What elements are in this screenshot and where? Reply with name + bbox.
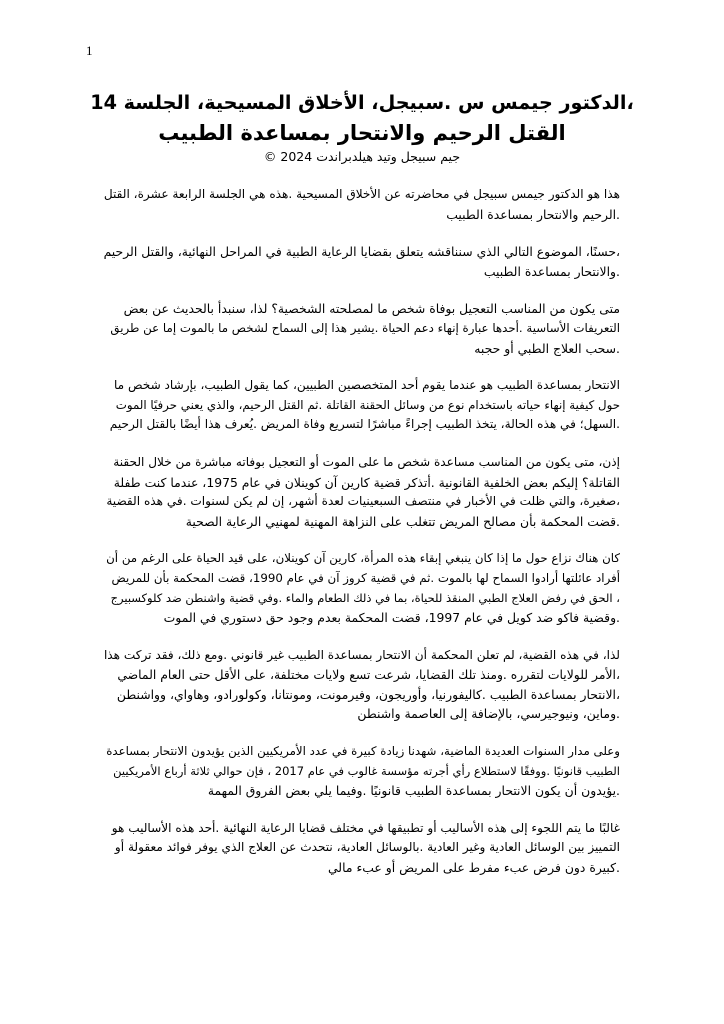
body-paragraph: [104, 549, 620, 627]
page-number: 1: [86, 43, 93, 58]
paragraph-line: غالبًا ما يتم اللجوء إلى هذه الأساليب أو تطبيقها في مختلف قضايا الرعاية النهائية .أحد هذه الأساليب هو: [111, 820, 620, 835]
paragraph-line: وعلى مدار السنوات العديدة الماضية، شهدنا زيادة كبيرة في عدد الأمريكيين الذين يؤيدون الانتحار بمساعدة: [106, 744, 620, 759]
paragraph-line: ،الأمر للولايات لتقرره .ومنذ تلك القضايا، شرعت تسع ولايات مختلفة، على الأقل حتى العام الماضي: [117, 667, 620, 683]
paragraph-line: .يؤيدون أن يكون الانتحار بمساعدة الطبيب قانونيًا .وفيما يلي بعض الفروق المهمة: [207, 783, 620, 799]
body-paragraph: [104, 299, 620, 358]
paragraph-line: حول كيفية إنهاء حياته باستخدام نوع من وسائل الحقنة القاتلة .ثم القتل الرحيم، والذي يعني حرفيًا الموت: [115, 397, 620, 412]
body-paragraph: [104, 742, 620, 801]
paragraph-line: .والانتحار بمساعدة الطبيب: [483, 263, 620, 279]
paragraph-line: ، الحق في رفض العلاج الطبي المنقذ للحياة، بما في ذلك الطعام والماء .وفي قضية واشنطن ضد كلوكسبيرج: [110, 590, 620, 605]
body-paragraph: [104, 453, 620, 531]
paragraph-line: هذا هو الدكتور جيمس سبيجل في محاضرته عن الأخلاق المسيحية .هذه هي الجلسة الرابعة عشرة، القتل: [103, 187, 620, 201]
paragraph-line: .وماين، ونيوجيرسي، بالإضافة إلى العاصمة واشنطن: [357, 706, 620, 722]
paragraph-line: .كبيرة دون فرض عبء مفرط على المريض أو عبء مالي: [327, 860, 620, 876]
paragraph-line: .السهل؛ في هذه الحالة، يتخذ الطبيب إجراءً مباشرًا لتسريع وفاة المريض .يُعرف هذا أيضًا بالقتل الرحيم: [109, 417, 620, 432]
paragraph-line: .سحب العلاج الطبي أو حجبه: [474, 340, 620, 356]
paragraph-line: .الرحيم والانتحار بمساعدة الطبيب: [446, 206, 620, 222]
paragraph-line: ،الانتحار بمساعدة الطبيب .كاليفورنيا، وأوريجون، وفيرمونت، ومونتانا، وكولورادو، وهاواي، وواشنطن: [116, 686, 620, 702]
paragraph-line: متى يكون من المناسب التعجيل بوفاة شخص ما لمصلحته الشخصية؟ لذا، سنبدأ بالحديث عن بعض: [123, 301, 620, 317]
document-title: [90, 88, 634, 148]
paragraph-line: ،حسنًا، الموضوع التالي الذي سنناقشه يتعلق بقضايا الرعاية الطبية في المراحل النهائية، والقتل الرحيم: [103, 244, 620, 260]
body-paragraph: [104, 185, 620, 224]
paragraph-line: التعريفات الأساسية .أحدها عبارة إنهاء دعم الحياة .يشير هذا إلى السماح لشخص ما بالموت إما عن طريق: [110, 320, 620, 335]
body-paragraph: [104, 376, 620, 435]
paragraph-line: أفراد عائلتها أرادوا السماح لها بالموت .ثم في قضية كروز آن في عام 1990، قضت المحكمة بأن للمريض: [111, 570, 620, 585]
paragraph-line: إذن، متى يكون من المناسب مساعدة شخص ما على الموت أو التعجيل بوفاته مباشرة من خلال الحقنة: [113, 454, 620, 469]
document-header: [90, 88, 634, 166]
body-paragraph: [104, 819, 620, 878]
copyright-line: جيم سبيجل وتيد هيلدبراندت 2024 ©: [263, 149, 461, 164]
paragraph-line: الانتحار بمساعدة الطبيب هو عندما يقوم أحد المتخصصين الطبيين، كما يقول الطبيب، بإرشاد شخص ما: [113, 378, 620, 393]
paragraph-line: كان هناك نزاع حول ما إذا كان ينبغي إبقاء هذه المرأة، كارين آن كوينلان، على قيد الحياة على الرغم من أن: [106, 551, 620, 566]
body-paragraph: [104, 646, 620, 724]
title-line: القتل الرحيم والانتحار بمساعدة الطبيب: [158, 121, 566, 145]
paragraph-line: .قضت المحكمة بأن مصالح المريض تتغلب على النزاهة المهنية لمهنيي الرعاية الصحية: [185, 513, 620, 529]
paragraph-line: القاتلة؟ إليكم بعض الخلفية القانونية .أتذكر قضية كارين آن كوينلان في عام 1975، عندما كنت طفلة: [113, 474, 620, 490]
paragraph-line: لذا، في هذه القضية، لم تعلن المحكمة أن الانتحار بمساعدة الطبيب غير قانوني .ومع ذلك، فقد تركت هذا: [103, 647, 620, 662]
paragraph-line: ،صغيرة، والتي ظلت في الأخبار في منتصف السبعينيات لعدة أشهر، إن لم يكن لسنوات .في هذه القضية: [106, 494, 620, 509]
body-paragraph: [104, 242, 620, 281]
document-body: [104, 185, 620, 896]
paragraph-line: الطبيب قانونيًا .ووفقًا لاستطلاع رأي أجرته مؤسسة غالوب في عام 2017 ، فإن حوالي ثلاثة أرباع الأمريكيين: [113, 763, 620, 778]
paragraph-line: التمييز بين الوسائل العادية وغير العادية .بالوسائل العادية، نتحدث عن العلاج الذي يوفر فوائد معقولة أو: [114, 840, 620, 855]
paragraph-line: .وقضية فاكو ضد كويل في عام 1997، قضت المحكمة بعدم وجود حق دستوري في الموت: [163, 610, 620, 626]
title-line: ،الدكتور جيمس س .سبيجل، الأخلاق المسيحية، الجلسة 14: [90, 91, 634, 114]
